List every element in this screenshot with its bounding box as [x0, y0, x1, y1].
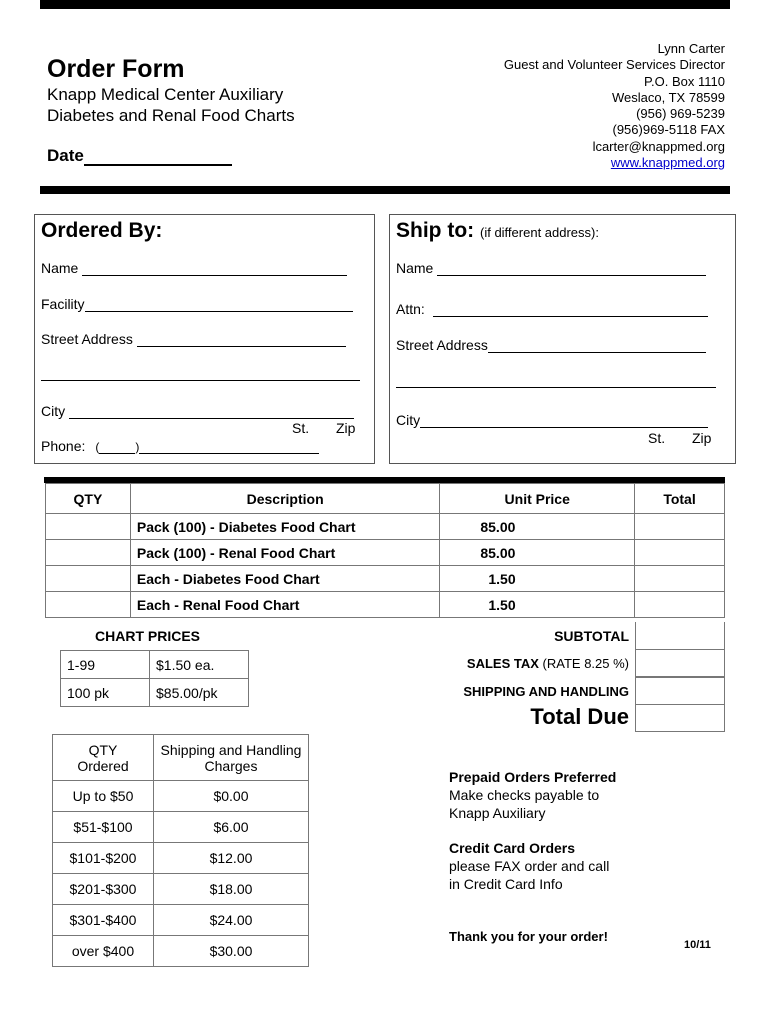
- st-city-field[interactable]: [396, 412, 708, 428]
- shipping-charge: $18.00: [154, 874, 309, 905]
- st-name-label: Name: [396, 260, 434, 276]
- item-description: Each - Diabetes Food Chart: [130, 566, 439, 592]
- qty-input[interactable]: [46, 592, 131, 618]
- ship-to-heading: Ship to:: [396, 219, 475, 242]
- ob-street-field[interactable]: [41, 331, 346, 347]
- sales-tax-input[interactable]: [635, 649, 725, 677]
- ob-street-line-2[interactable]: [41, 380, 360, 381]
- total-input[interactable]: [635, 514, 725, 540]
- table-row: [53, 781, 309, 812]
- st-attn-line: [433, 302, 708, 317]
- date-field[interactable]: [47, 146, 232, 166]
- table-row: [61, 651, 249, 679]
- contact-block: [504, 41, 725, 171]
- ob-st-label: St.: [292, 420, 310, 436]
- items-header-row: [46, 484, 725, 514]
- form-version: 10/11: [684, 939, 711, 951]
- prepaid-line-2: Knapp Auxiliary: [449, 805, 546, 821]
- table-row: [53, 936, 309, 967]
- chart-prices-heading: CHART PRICES: [95, 628, 201, 644]
- shipping-range: $201-$300: [53, 874, 154, 905]
- ship-to-box: [389, 214, 736, 464]
- website-link[interactable]: www.knappmed.org: [610, 155, 725, 171]
- ob-name-line: [82, 261, 347, 276]
- ob-facility-line: [85, 297, 353, 312]
- chart-price-qty: 100 pk: [61, 679, 150, 707]
- shipping-charge: $6.00: [154, 812, 309, 843]
- ob-phone-area-line: [99, 439, 135, 454]
- sales-tax-label: [467, 656, 629, 671]
- contact-role: Guest and Volunteer Services Director: [503, 57, 725, 73]
- ob-street-label: Street Address: [41, 331, 133, 347]
- top-rule: [40, 0, 730, 9]
- contact-name: Lynn Carter: [657, 41, 725, 56]
- cc-line-1: please FAX order and call: [449, 858, 610, 874]
- st-attn-label: Attn:: [396, 301, 425, 317]
- table-row: [61, 679, 249, 707]
- shipping-col-charges: Shipping and Handling Charges: [154, 735, 309, 781]
- ob-zip-label: Zip: [336, 420, 356, 436]
- table-row: [46, 566, 725, 592]
- form-subtitle: Diabetes and Renal Food Charts: [47, 106, 295, 125]
- chart-prices-table: [60, 650, 249, 707]
- chart-price-qty: 1-99: [61, 651, 150, 679]
- total-input[interactable]: [635, 540, 725, 566]
- item-unit-price: 85.00: [440, 540, 635, 566]
- ob-city-field[interactable]: [41, 403, 354, 419]
- shipping-charges-table: [52, 734, 309, 967]
- total-input[interactable]: [635, 592, 725, 618]
- ob-name-label: Name: [41, 260, 79, 276]
- shipping-range: Up to $50: [53, 781, 154, 812]
- total-input[interactable]: [635, 566, 725, 592]
- item-description: Pack (100) - Diabetes Food Chart: [130, 514, 439, 540]
- shipping-charge: $12.00: [154, 843, 309, 874]
- contact-city: Weslaco, TX 78599: [612, 89, 725, 105]
- st-st-label: St.: [648, 430, 666, 446]
- subtotal-input[interactable]: [635, 622, 725, 650]
- org-name: Knapp Medical Center Auxiliary: [47, 85, 284, 104]
- shipping-range: over $400: [53, 936, 154, 967]
- ordered-by-heading: Ordered By:: [41, 219, 163, 242]
- ordered-by-box: [34, 214, 375, 464]
- sales-tax-rate: (RATE 8.25 %): [542, 656, 629, 671]
- sales-tax-text: SALES TAX: [466, 656, 539, 671]
- table-row: [46, 592, 725, 618]
- qty-input[interactable]: [46, 566, 131, 592]
- table-row: [46, 514, 725, 540]
- shipping-charge: $30.00: [154, 936, 309, 967]
- ob-street-line: [137, 332, 346, 347]
- total-due-input[interactable]: [635, 704, 725, 732]
- ob-phone-field[interactable]: [41, 438, 319, 454]
- shipping-col-qty: QTY Ordered: [53, 735, 154, 781]
- date-line: [84, 146, 232, 166]
- ob-facility-label: Facility: [41, 296, 85, 312]
- prepaid-heading: Prepaid Orders Preferred: [449, 769, 617, 785]
- contact-po-box: P.O. Box 1110: [644, 73, 725, 89]
- st-street-line-2[interactable]: [396, 387, 716, 388]
- subtotal-label: SUBTOTAL: [554, 628, 629, 644]
- items-table: [45, 483, 725, 618]
- thank-you-text: Thank you for your order!: [449, 929, 608, 944]
- contact-phone: (956) 969-5239: [636, 106, 725, 122]
- st-street-line: [488, 338, 706, 353]
- item-unit-price: 1.50: [440, 592, 635, 618]
- col-unit-price: Unit Price: [440, 484, 635, 514]
- ob-city-label: City: [41, 403, 66, 419]
- table-row: [53, 812, 309, 843]
- st-city-line: [420, 413, 708, 428]
- payment-notes: [449, 768, 616, 893]
- shipping-range: $301-$400: [53, 905, 154, 936]
- date-label: Date: [47, 146, 84, 165]
- shipping-charge: $24.00: [154, 905, 309, 936]
- shipping-label: SHIPPING AND HANDLING: [463, 684, 629, 699]
- contact-fax: (956)969-5118 FAX: [612, 122, 725, 138]
- prepaid-line-1: Make checks payable to: [449, 787, 600, 803]
- ob-phone-area-open: (: [95, 440, 100, 454]
- ob-name-field[interactable]: [41, 260, 347, 276]
- st-street-field[interactable]: [396, 337, 706, 353]
- table-row: [53, 905, 309, 936]
- col-total: Total: [635, 484, 725, 514]
- header-rule: [40, 186, 730, 194]
- st-name-field[interactable]: [396, 260, 706, 276]
- item-unit-price: 1.50: [440, 566, 635, 592]
- table-row: [53, 843, 309, 874]
- ob-facility-field[interactable]: [41, 296, 353, 312]
- contact-email[interactable]: lcarter@knappmed.org: [592, 138, 725, 154]
- qty-input[interactable]: [46, 540, 131, 566]
- shipping-range: $51-$100: [53, 812, 154, 843]
- table-row: [53, 874, 309, 905]
- ob-city-line: [69, 404, 354, 419]
- ship-to-note: (if different address):: [480, 225, 599, 240]
- shipping-header-row: [53, 735, 309, 781]
- table-row: [46, 540, 725, 566]
- ob-phone-area-close: ): [135, 440, 140, 454]
- st-zip-label: Zip: [692, 430, 712, 446]
- col-qty: QTY: [46, 484, 131, 514]
- qty-input[interactable]: [46, 514, 131, 540]
- shipping-input[interactable]: [635, 677, 725, 705]
- cc-line-2: in Credit Card Info: [449, 876, 563, 892]
- st-street-label: Street Address: [396, 337, 488, 353]
- st-city-label: City: [396, 412, 421, 428]
- st-name-line: [437, 261, 706, 276]
- total-due-label: Total Due: [530, 704, 629, 729]
- chart-price-value: $85.00/pk: [150, 679, 249, 707]
- shipping-range: $101-$200: [53, 843, 154, 874]
- page-title: Order Form: [47, 55, 185, 83]
- item-description: Each - Renal Food Chart: [130, 592, 439, 618]
- col-description: Description: [130, 484, 439, 514]
- ship-to-heading-wrap: [396, 219, 599, 243]
- cc-heading: Credit Card Orders: [449, 840, 576, 856]
- st-attn-field[interactable]: [396, 301, 708, 317]
- ob-phone-label: Phone:: [41, 438, 86, 454]
- item-unit-price: 85.00: [440, 514, 635, 540]
- chart-price-value: $1.50 ea.: [150, 651, 249, 679]
- shipping-charge: $0.00: [154, 781, 309, 812]
- ob-phone-line: [139, 439, 319, 454]
- item-description: Pack (100) - Renal Food Chart: [130, 540, 439, 566]
